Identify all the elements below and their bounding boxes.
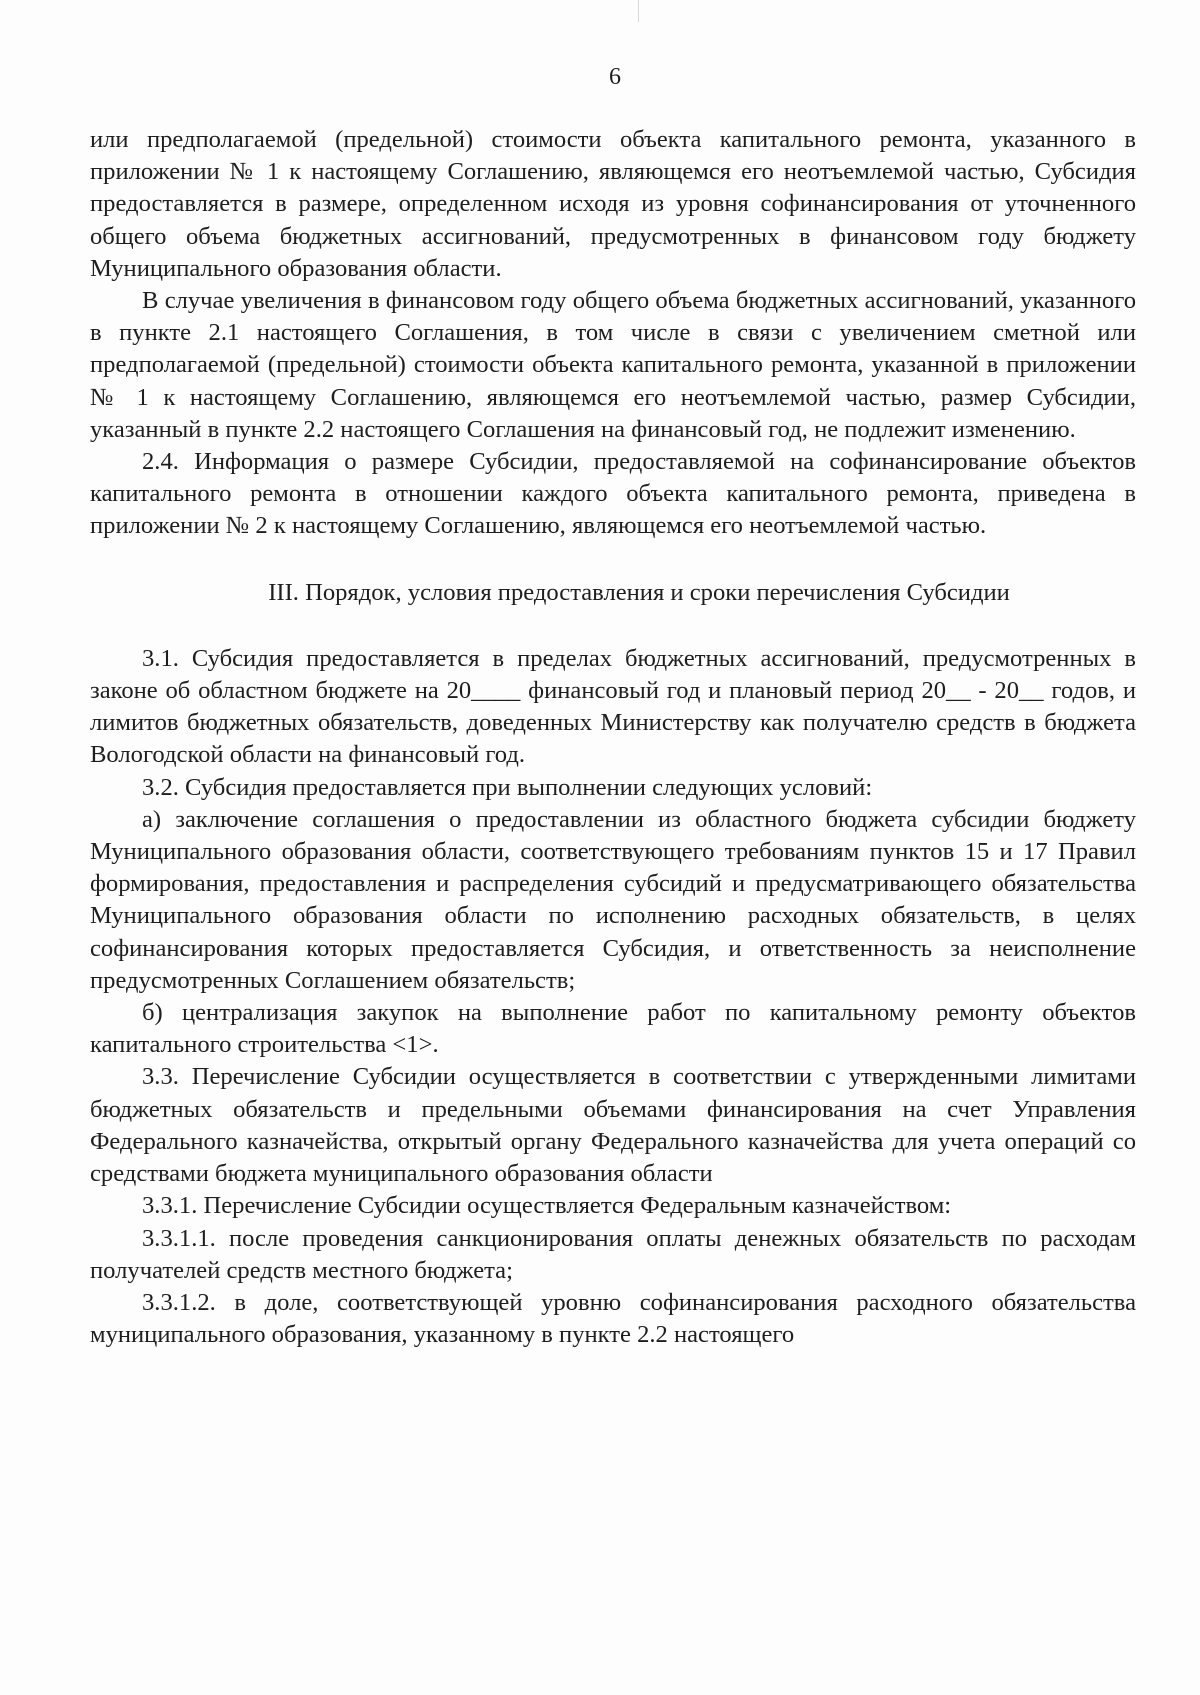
document-body — [90, 124, 1136, 1351]
paragraph-continuation: или предполагаемой (предельной) стоимости объекта капитального ремонта, указанного в приложении № 1 к настоящему Соглашению, являющемся его неотъемлемой частью, Субсидия предоставляется в размере, определенном исходя из уровня софинансирования от уточненного общего объема бюджетных ассигнований, предусмотренных в финансовом году бюджету Муниципального образования области. — [90, 126, 1136, 282]
page-number: 6 — [609, 64, 621, 90]
paragraph-3-1: 3.1. Субсидия предоставляется в пределах бюджетных ассигнований, предусмотренных в законе об областном бюджете на 20____ финансовый год и плановый период 20__ - 20__ годов, и лимитов бюджетных обязательств, доведенных Министерству как получателю средств в бюджета Вологодской области на финансовый год. — [90, 644, 1136, 769]
scan-artifact-line — [638, 0, 639, 22]
paragraph-3-3-1-1: 3.3.1.1. после проведения санкционирования оплаты денежных обязательств по расходам получателей средств местного бюджета; — [90, 1224, 1136, 1284]
paragraph-3-3: 3.3. Перечисление Субсидии осуществляется в соответствии с утвержденными лимитами бюджетных обязательств и предельными объемами финансирования на счет Управления Федерального казначейства, открытый органу Федерального казначейства для учета операций со средствами бюджета муниципального образования области — [90, 1063, 1136, 1188]
paragraph-2-4: 2.4. Информация о размере Субсидии, предоставляемой на софинансирование объектов капитального ремонта в отношении каждого объекта капитального ремонта, приведена в приложении № 2 к настоящему Соглашению, являющемся его неотъемлемой частью. — [90, 448, 1136, 540]
paragraph-3-3-1: 3.3.1. Перечисление Субсидии осуществляется Федеральным казначейством: — [142, 1192, 952, 1220]
paragraph-3-2-b: б) централизация закупок на выполнение работ по капитальному ремонту объектов капитального строительства <1>. — [90, 999, 1136, 1059]
section-heading-iii: III. Порядок, условия предоставления и сроки перечисления Субсидии — [268, 578, 1010, 606]
paragraph-subsidy-increase: В случае увеличения в финансовом году общего объема бюджетных ассигнований, указанного в пункте 2.1 настоящего Соглашения, в том числе в связи с увеличением сметной или предполагаемой (предельной) стоимости объекта капитального ремонта, указанной в приложении № 1 к настоящему Соглашению, являющемся его неотъемлемой частью, размер Субсидии, указанный в пункте 2.2 настоящего Соглашения на финансовый год, не подлежит изменению. — [90, 287, 1136, 443]
paragraph-3-3-1-2: 3.3.1.2. в доле, соответствующей уровню софинансирования расходного обязательства муниципального образования, указанному в пункте 2.2 настоящего — [90, 1288, 1136, 1349]
paragraph-3-2: 3.2. Субсидия предоставляется при выполнении следующих условий: — [142, 773, 873, 801]
paragraph-3-2-a: а) заключение соглашения о предоставлении из областного бюджета субсидии бюджету Муниципального образования области, соответствующего требованиям пунктов 15 и 17 Правил формирования, предоставления и распределения субсидий и предусматривающего обязательства Муниципального образования области по исполнению расходных обязательств, в целях софинансирования которых предоставляется Субсидия, и ответственность за неисполнение предусмотренных Соглашением обязательств; — [90, 805, 1136, 994]
